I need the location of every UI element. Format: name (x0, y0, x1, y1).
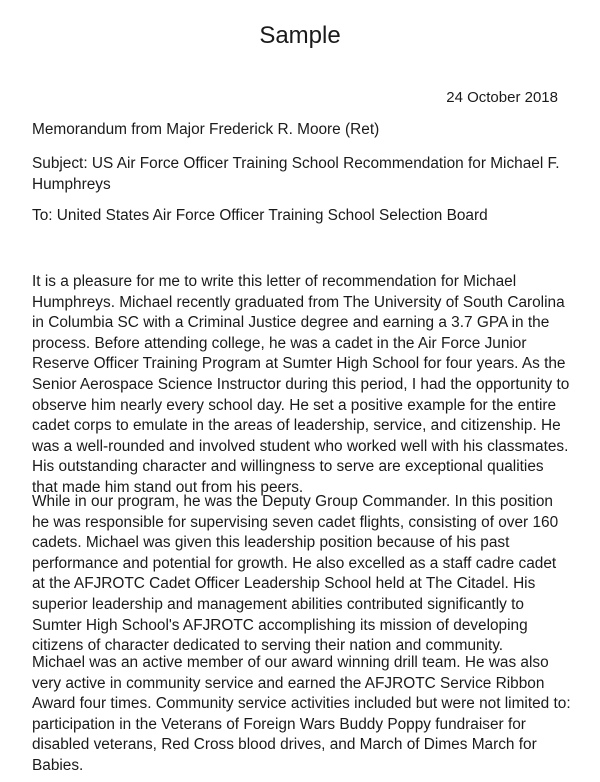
body-paragraph: Michael was an active member of our award winning drill team. He was also very active in community service and earned the AFJROTC Service Ribbon Award four times. Community service activities included but were not limited to: participation in the Veterans of Foreign Wars Buddy Poppy fundraiser for disabled veterans, Red Cross blood drives, and March of Dimes March for Babies. (32, 654, 571, 774)
document-title: Sample (259, 22, 341, 49)
recipient-line: To: United States Air Force Officer Training School Selection Board (32, 207, 488, 224)
body-paragraph: It is a pleasure for me to write this letter of recommendation for Michael Humphreys. Michael recently graduated from The University of South Carolina in Columbia SC with a Criminal Justice degree and earning a 3.7 GPA in the process. Before attending college, he was a cadet in the Air Force Junior Reserve Officer Training Program at Sumter High School for four years. As the Senior Aerospace Science Instructor during this period, I had the opportunity to observe him nearly every school day. He set a positive example for the entire cadet corps to emulate in the areas of leadership, service, and citizenship. He was a well-rounded and involved student who worked well with his classmates. His outstanding character and willingness to serve are exceptional qualities that made him stand out from his peers. (32, 273, 570, 496)
memo-from-line: Memorandum from Major Frederick R. Moore (Ret) (32, 121, 380, 138)
subject-line: Subject: US Air Force Officer Training School Recommendation for Michael F. Humphreys (32, 155, 560, 193)
body-paragraph: While in our program, he was the Deputy Group Commander. In this position he was responsible for supervising seven cadet flights, consisting of over 160 cadets. Michael was given this leadership position because of his past performance and potential for growth. He also excelled as a staff cadre cadet at the AFJROTC Cadet Officer Leadership School held at The Citadel. His superior leadership and management abilities contributed significantly to Sumter High School's AFJROTC accomplishing its mission of developing citizens of character dedicated to serving their nation and community. (32, 493, 559, 655)
letter-date: 24 October 2018 (446, 89, 558, 106)
